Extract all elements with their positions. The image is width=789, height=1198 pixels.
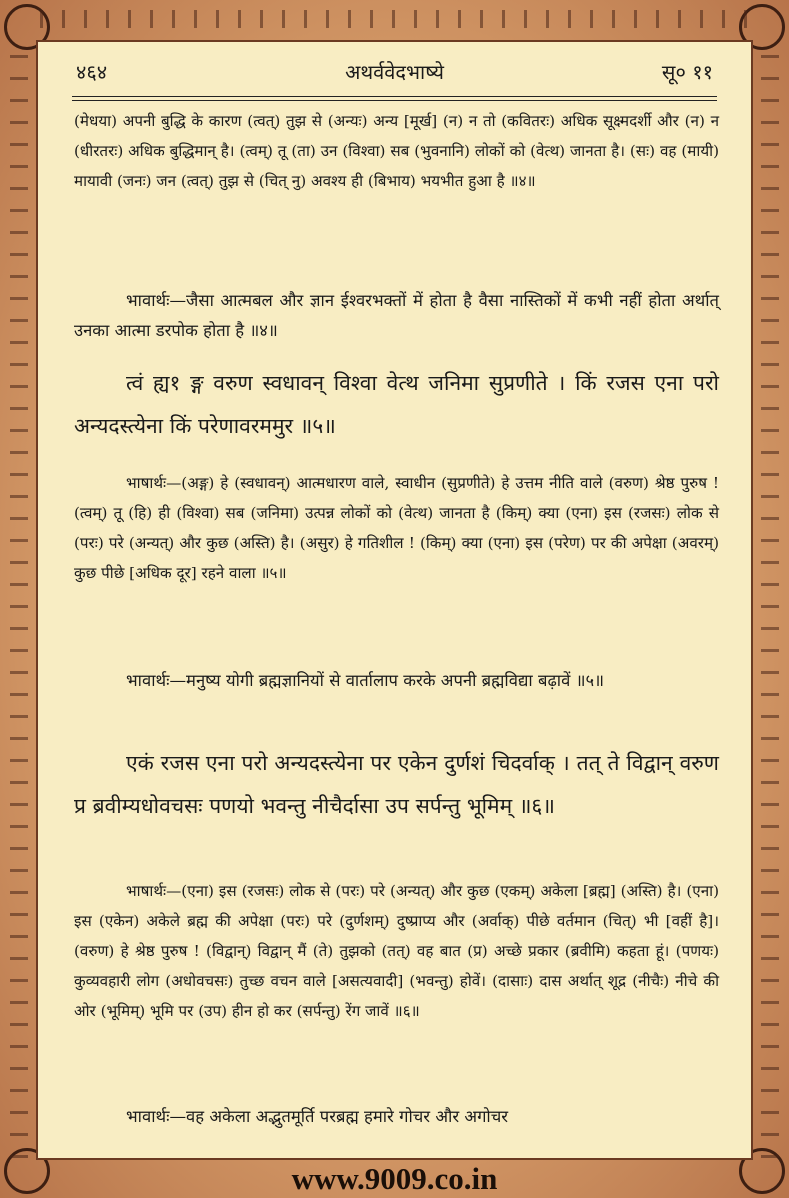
mantra-verse-5: त्वं ह्य१ ङ्ग वरुण स्वधावन् विश्वा वेत्थ जनिमा सुप्रणीते । किं रजस एना परो अन्यदस्त्येना किं परेणावरममुर ॥५॥: [74, 371, 719, 438]
book-page: [36, 40, 753, 1160]
commentary-verse-4: (मेधया) अपनी बुद्धि के कारण (त्वत्) तुझ से (अन्यः) अन्य [मूर्ख] (न) न तो (कवितरः) अधिक सूक्ष्मदर्शी और (न) न (धीरतरः) अधिक बुद्धिमान् है। (त्वम्) तू (ता) उन (विश्वा) सब (भुवनानि) लोकों को (वेत्थ) जानता है। (सः) वह (मायी) मायावी (जनः) जन (त्वत्) तुझ से (चित् नु) अवश्य ही (बिभाय) भयभीत हुआ है ॥४॥: [74, 112, 719, 190]
bhavartha-verse-6: भावार्थः—वह अकेला अद्भुतमूर्ति परब्रह्म हमारे गोचर और अगोचर: [126, 1107, 509, 1126]
border-pattern: [40, 10, 749, 28]
header-rule: [72, 96, 717, 101]
mantra-verse-6: एकं रजस एना परो अन्यदस्त्येना पर एकेन दुर्णशं चिदर्वाक् । तत् ते विद्वान् वरुण प्र ब्रवीम्यधोवचसः पणयो भवन्तु नीचैर्दासा उप सर्पन्तु भूमिम् ॥६॥: [74, 751, 719, 818]
running-header: [76, 58, 713, 88]
page-number: ४६४: [76, 60, 108, 84]
book-title: अथर्ववेदभाष्ये: [345, 60, 444, 84]
commentary-verse-6: भाषार्थः—(एना) इस (रजसः) लोक से (परः) परे (अन्यत्) और कुछ (एकम्) अकेला [ब्रह्म] (अस्ति) है। (एना) इस (एकेन) अकेले ब्रह्म की अपेक्षा (परः) परे (दुर्णशम्) दुष्प्राप्य और (अर्वाक्) पीछे वर्तमान (चित्) भी [वहीं है]। (वरुण) हे श्रेष्ठ पुरुष ! (विद्वान्) विद्वान् मैं (ते) तुझको (तत्) वह बात (प्र) अच्छे प्रकार (ब्रवीमि) कहता हूं। (पणयः) कुव्यवहारी लोग (अधोवचसः) तुच्छ वचन वाले [असत्यवादी] (भवन्तु) होवें। (दासाः) दास अर्थात् शूद्र (नीचैः) नीचे की ओर (भूमिम्) भूमि पर (उप) हीन हो कर (सर्पन्तु) रेंग जावें ॥६॥: [74, 882, 719, 1020]
commentary-verse-5: भाषार्थः—(अङ्ग) हे (स्वधावन्) आत्मधारण वाले, स्वाधीन (सुप्रणीते) हे उत्तम नीति वाले (वरुण) श्रेष्ठ पुरुष ! (त्वम्) तू (हि) ही (विश्वा) सब (जनिमा) उत्पन्न लोकों को (वेत्थ) जानता है (किम्) क्या (एना) इस (रजसः) लोक से (परः) परे (अन्यत्) और कुछ (अस्ति) है। (असुर) हे गतिशील ! (किम्) क्या (एना) इस (परेण) पर की अपेक्षा (अवरम्) कुछ पीछे [अधिक दूर] रहने वाला ॥५॥: [74, 474, 719, 582]
website-url: www.9009.co.in: [291, 1161, 498, 1196]
border-pattern: [761, 40, 779, 1158]
border-pattern: [10, 40, 28, 1158]
bhavartha-verse-4: भावार्थः—जैसा आत्मबल और ज्ञान ईश्वरभक्तों में होता है वैसा नास्तिकों में कभी नहीं होता अर्थात् उनका आत्मा डरपोक होता है ॥४॥: [74, 291, 719, 340]
bhavartha-verse-5: भावार्थः—मनुष्य योगी ब्रह्मज्ञानियों से वार्तालाप करके अपनी ब्रह्मविद्या बढ़ावें ॥५॥: [126, 671, 605, 690]
sukta-number: सू० ११: [661, 60, 713, 84]
